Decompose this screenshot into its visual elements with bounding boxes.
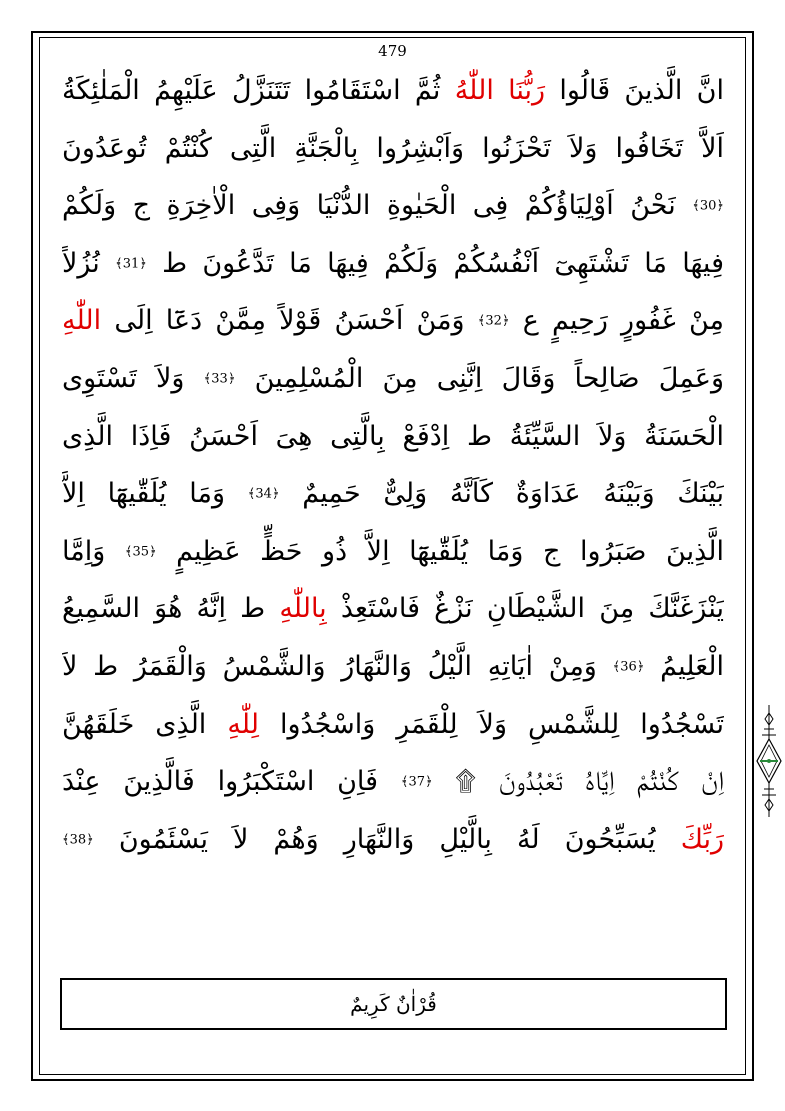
- verse-text: يُسَبِّحُونَ لَهُ بِالَّيْلِ وَالنَّهَارِ وَهُمْ لاَ يَسْئَمُونَ: [93, 823, 681, 855]
- ayah-number-marker: ﴿38﴾: [62, 832, 94, 848]
- verse-text: انَّ الَّذينَ قَالُوا: [545, 75, 724, 106]
- verse-text: وَمَا يُلَقّٰيهَٓا اِلاَّ: [62, 478, 248, 510]
- ayah-number-marker: ﴿36﴾: [612, 659, 645, 675]
- divine-name-highlight: رَبُّنَا اللّٰهُ: [454, 75, 546, 106]
- verse-text: تَسْجُدُوا لِلشَّمْسِ وَلاَ لِلْقَمَرِ وَاسْجُدُوا: [258, 708, 724, 740]
- divine-name-highlight: بِاللّٰهِ: [279, 593, 327, 625]
- verse-text: وَاِمَّا: [62, 535, 125, 567]
- verse-text: فِيهَا مَا تَشْتَهِىٓ اَنْفُسُكُمْ وَلَكُمْ فِيهَا مَا تَدَّعُونَ ط: [146, 247, 724, 279]
- divine-name-highlight: رَبِّكَ: [680, 823, 724, 855]
- verse-text: ثُمَّ اسْتَقَامُوا تَتَنَزَّلُ عَلَيْهِمُ الْمَلٰئِكَةُ: [62, 75, 455, 106]
- verse-text: الَّذِى خَلَقَهُنَّ: [62, 708, 228, 740]
- ayah-number-marker: ﴿33﴾: [203, 371, 236, 387]
- divine-name-highlight: لِلّٰهِ: [227, 708, 259, 740]
- page-number: 479: [378, 42, 407, 60]
- ayah-number-marker: ﴿31﴾: [115, 256, 147, 272]
- verse-line: [62, 120, 724, 178]
- verse-line: [62, 62, 724, 120]
- verse-line: [62, 638, 724, 696]
- ayah-number-marker: ﴿37﴾: [400, 774, 433, 790]
- verse-line: [62, 580, 724, 638]
- verse-text: بَيْنَكَ وَبَيْنَهُ عَدَاوَةٌ كَاَنَّهُ وَلِىٌّ حَمِيمٌ: [279, 478, 724, 510]
- verse-text: الَّذِينَ صَبَرُوا ج وَمَا يُلَقّٰيهَٓا اِلاَّ ذُو حَظٍّ عَظِيمٍ: [156, 535, 724, 567]
- verse-line: [62, 811, 724, 869]
- verse-line: [62, 235, 724, 293]
- verse-line: [62, 177, 724, 235]
- verse-text: وَعَمِلَ صَالِحاً وَقَالَ اِنَّنِى مِنَ الْمُسْلِمِينَ: [235, 362, 724, 394]
- divine-name-highlight: اللّٰهِ: [62, 305, 102, 337]
- ayah-number-marker: ﴿30﴾: [692, 198, 724, 214]
- verse-text: وَمِنْ اٰيَاتِهِ الَّيْلُ وَالنَّهَارُ وَالشَّمْسُ وَالْقَمَرُ ط لاَ: [62, 650, 613, 682]
- verse-line: [62, 350, 724, 408]
- verse-text: الْعَلِيمُ: [644, 650, 724, 682]
- verse-text: اَلاَّ تَخَافُوا وَلاَ تَحْزَنُوا وَاَبْشِرُوا بِالْجَنَّةِ الَّتِى كُنْتُمْ تُوعَدُونَ: [62, 132, 724, 164]
- quran-text-block: [62, 62, 724, 868]
- ayah-number-marker: ﴿32﴾: [477, 314, 510, 330]
- verse-line: [62, 408, 724, 466]
- verse-text: اِنْ كُنْتُمْ اِيَّاهُ تَعْبُدُونَ ۩: [432, 766, 724, 798]
- verse-text: نَحْنُ اَوْلِيَاؤُكُمْ فِى الْحَيٰوةِ الدُّنْيَا وَفِى الْاٰخِرَةِ ج وَلَكُمْ: [62, 190, 693, 222]
- ayah-number-marker: ﴿35﴾: [124, 544, 157, 560]
- footer-title: قُرْاٰنٌ كَرِيمٌ: [350, 992, 437, 1016]
- verse-text: الْحَسَنَةُ وَلاَ السَّيِّئَةُ ط اِدْفَعْ بِالَّتِى هِىَ اَحْسَنُ فَاِذَا الَّذِى: [62, 420, 724, 452]
- verse-text: وَمَنْ اَحْسَنُ قَوْلاً مِمَّنْ دَعَٓا اِلَى: [101, 305, 478, 337]
- verse-text: نُزُلاً: [62, 247, 116, 279]
- hizb-marker-icon: [754, 705, 784, 817]
- ayah-number-marker: ﴿34﴾: [247, 486, 280, 502]
- verse-text: مِنْ غَفُورٍ رَحِيمٍ ع: [509, 305, 724, 337]
- verse-text: يَنْزَغَنَّكَ مِنَ الشَّيْطَانِ نَزْغٌ فَاسْتَعِذْ: [326, 593, 724, 625]
- verse-text: وَلاَ تَسْتَوِى: [62, 362, 204, 394]
- verse-text: فَاِنِ اسْتَكْبَرُوا فَالَّذِينَ عِنْدَ: [62, 766, 401, 798]
- verse-text: ط اِنَّهُ هُوَ السَّمِيعُ: [62, 593, 280, 625]
- verse-line: [62, 465, 724, 523]
- verse-line: [62, 753, 724, 811]
- verse-line: [62, 523, 724, 581]
- footer-title-box: [60, 978, 727, 1030]
- verse-line: [62, 696, 724, 754]
- verse-line: [62, 292, 724, 350]
